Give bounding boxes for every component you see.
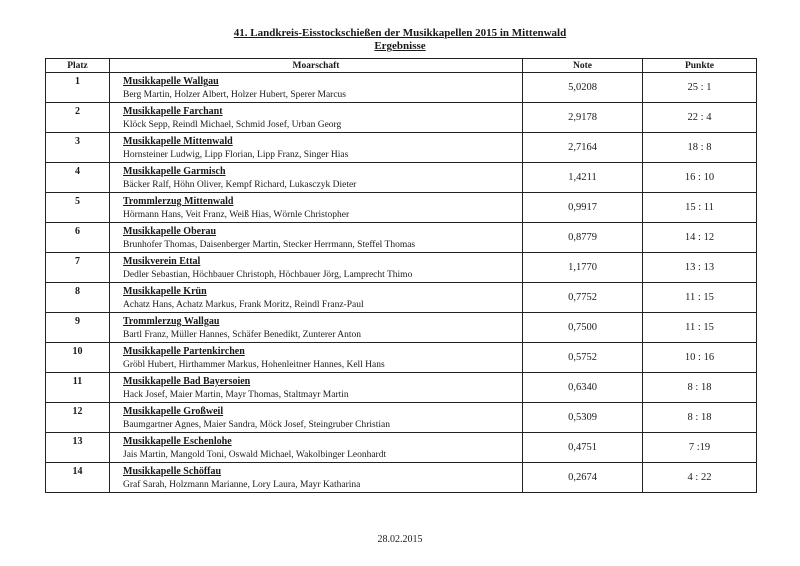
team-name: Musikkapelle Schöffau — [123, 466, 222, 477]
cell-platz: 7 — [46, 253, 110, 283]
cell-platz: 12 — [46, 403, 110, 433]
cell-moarschaft — [110, 403, 523, 433]
table-header-row — [46, 59, 757, 73]
team-members: Jais Martin, Mangold Toni, Oswald Michael, Wakolbinger Leonhardt — [123, 450, 387, 460]
cell-punkte: 18 : 8 — [643, 133, 757, 163]
cell-punkte: 10 : 16 — [643, 343, 757, 373]
table-row — [46, 283, 757, 313]
team-members: Graf Sarah, Holzmann Marianne, Lory Laura, Mayr Katharina — [123, 480, 361, 490]
table-row — [46, 133, 757, 163]
cell-note: 0,7752 — [523, 283, 643, 313]
cell-platz: 5 — [46, 193, 110, 223]
cell-platz: 8 — [46, 283, 110, 313]
results-table — [45, 58, 757, 493]
team-name: Trommlerzug Mittenwald — [123, 196, 234, 207]
team-name: Musikkapelle Krün — [123, 286, 207, 297]
table-row — [46, 193, 757, 223]
cell-note: 0,4751 — [523, 433, 643, 463]
cell-moarschaft — [110, 223, 523, 253]
cell-punkte: 11 : 15 — [643, 283, 757, 313]
column-header-note: Note — [523, 59, 643, 73]
cell-note: 0,5309 — [523, 403, 643, 433]
team-name: Trommlerzug Wallgau — [123, 316, 220, 327]
table-row — [46, 463, 757, 493]
cell-punkte: 8 : 18 — [643, 403, 757, 433]
cell-note: 1,1770 — [523, 253, 643, 283]
footer-date: 28.02.2015 — [377, 534, 423, 545]
cell-punkte: 8 : 18 — [643, 373, 757, 403]
team-name: Musikkapelle Mittenwald — [123, 136, 233, 147]
cell-note: 0,8779 — [523, 223, 643, 253]
cell-platz: 9 — [46, 313, 110, 343]
team-members: Bäcker Ralf, Höhn Oliver, Kempf Richard, Lukasczyk Dieter — [123, 180, 357, 190]
team-name: Musikverein Ettal — [123, 256, 201, 267]
cell-punkte: 13 : 13 — [643, 253, 757, 283]
team-name: Musikkapelle Garmisch — [123, 166, 226, 177]
table-row — [46, 373, 757, 403]
cell-moarschaft — [110, 463, 523, 493]
cell-moarschaft — [110, 343, 523, 373]
cell-moarschaft — [110, 103, 523, 133]
table-row — [46, 403, 757, 433]
cell-moarschaft — [110, 283, 523, 313]
cell-note: 0,6340 — [523, 373, 643, 403]
cell-platz: 10 — [46, 343, 110, 373]
cell-platz: 14 — [46, 463, 110, 493]
cell-note: 1,4211 — [523, 163, 643, 193]
cell-punkte: 15 : 11 — [643, 193, 757, 223]
cell-moarschaft — [110, 373, 523, 403]
team-name: Musikkapelle Wallgau — [123, 76, 219, 87]
cell-punkte: 22 : 4 — [643, 103, 757, 133]
cell-punkte: 11 : 15 — [643, 313, 757, 343]
results-table-body — [46, 73, 757, 493]
cell-note: 0,5752 — [523, 343, 643, 373]
team-name: Musikkapelle Eschenlohe — [123, 436, 232, 447]
table-row — [46, 313, 757, 343]
table-row — [46, 73, 757, 103]
cell-moarschaft — [110, 193, 523, 223]
team-members: Berg Martin, Holzer Albert, Holzer Hubert, Sperer Marcus — [123, 90, 347, 100]
cell-note: 2,7164 — [523, 133, 643, 163]
team-members: Dedler Sebastian, Höchbauer Christoph, Höchbauer Jörg, Lamprecht Thimo — [123, 270, 413, 280]
team-members: Gröbl Hubert, Hirthammer Markus, Hohenleitner Hannes, Kell Hans — [123, 360, 385, 370]
team-name: Musikkapelle Oberau — [123, 226, 217, 237]
cell-note: 0,2674 — [523, 463, 643, 493]
table-row — [46, 433, 757, 463]
cell-platz: 4 — [46, 163, 110, 193]
team-name: Musikkapelle Großweil — [123, 406, 224, 417]
team-name: Musikkapelle Bad Bayersoien — [123, 376, 251, 387]
cell-moarschaft — [110, 253, 523, 283]
cell-punkte: 25 : 1 — [643, 73, 757, 103]
table-row — [46, 103, 757, 133]
team-members: Brunhofer Thomas, Daisenberger Martin, Stecker Herrmann, Steffel Thomas — [123, 240, 416, 250]
cell-platz: 2 — [46, 103, 110, 133]
table-row — [46, 253, 757, 283]
column-header-platz: Platz — [46, 59, 110, 73]
cell-platz: 1 — [46, 73, 110, 103]
cell-moarschaft — [110, 133, 523, 163]
team-members: Achatz Hans, Achatz Markus, Frank Moritz, Reindl Franz-Paul — [123, 300, 364, 310]
cell-moarschaft — [110, 433, 523, 463]
table-row — [46, 223, 757, 253]
team-members: Baumgartner Agnes, Maier Sandra, Möck Josef, Steingruber Christian — [123, 420, 390, 430]
column-header-moarschaft: Moarschaft — [110, 59, 523, 73]
table-row — [46, 163, 757, 193]
team-members: Klöck Sepp, Reindl Michael, Schmid Josef, Urban Georg — [123, 120, 342, 130]
team-name: Musikkapelle Farchant — [123, 106, 223, 117]
team-members: Hack Josef, Maier Martin, Mayr Thomas, Staltmayr Martin — [123, 390, 349, 400]
cell-platz: 6 — [46, 223, 110, 253]
cell-platz: 11 — [46, 373, 110, 403]
cell-note: 2,9178 — [523, 103, 643, 133]
team-members: Hörmann Hans, Veit Franz, Weiß Hias, Wörnle Christopher — [123, 210, 350, 220]
cell-punkte: 4 : 22 — [643, 463, 757, 493]
cell-platz: 3 — [46, 133, 110, 163]
page-title: 41. Landkreis-Eisstockschießen der Musikkapellen 2015 in Mittenwald — [233, 27, 567, 39]
table-row — [46, 343, 757, 373]
cell-platz: 13 — [46, 433, 110, 463]
cell-punkte: 7 :19 — [643, 433, 757, 463]
column-header-punkte: Punkte — [643, 59, 757, 73]
team-members: Bartl Franz, Müller Hannes, Schäfer Benedikt, Zunterer Anton — [123, 330, 361, 340]
team-name: Musikkapelle Partenkirchen — [123, 346, 245, 357]
cell-moarschaft — [110, 313, 523, 343]
cell-punkte: 16 : 10 — [643, 163, 757, 193]
cell-punkte: 14 : 12 — [643, 223, 757, 253]
cell-note: 5,0208 — [523, 73, 643, 103]
page-subtitle: Ergebnisse — [374, 40, 426, 52]
cell-note: 0,7500 — [523, 313, 643, 343]
cell-moarschaft — [110, 163, 523, 193]
team-members: Hornsteiner Ludwig, Lipp Florian, Lipp Franz, Singer Hias — [123, 150, 349, 160]
cell-note: 0,9917 — [523, 193, 643, 223]
cell-moarschaft — [110, 73, 523, 103]
